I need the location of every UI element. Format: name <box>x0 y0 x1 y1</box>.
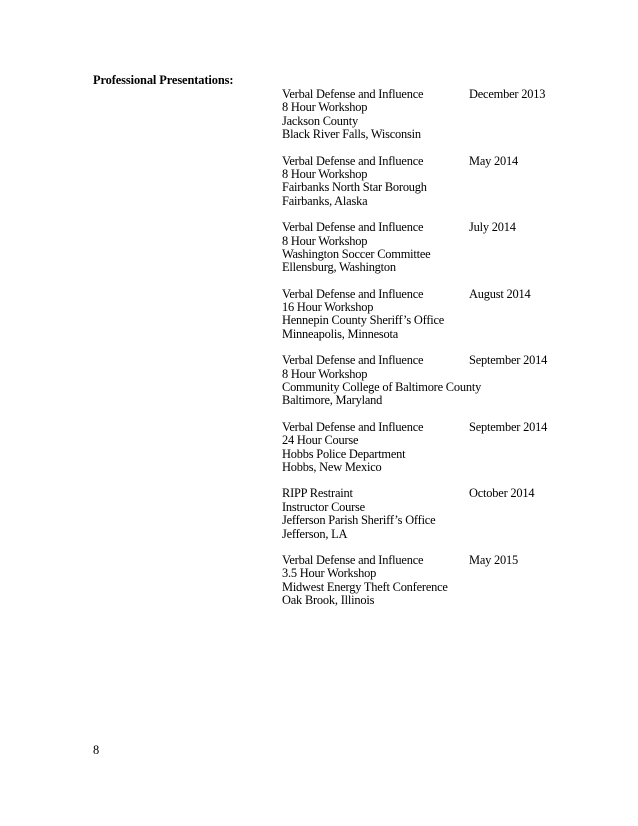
presentation-organization: Fairbanks North Star Borough <box>282 180 427 195</box>
presentation-format: 16 Hour Workshop <box>282 300 374 315</box>
presentation-organization: Hennepin County Sheriff’s Office <box>282 313 445 328</box>
presentation-format: 8 Hour Workshop <box>282 366 368 381</box>
presentation-date: August 2014 <box>469 286 531 301</box>
presentation-date: October 2014 <box>469 486 535 501</box>
presentation-location: Black River Falls, Wisconsin <box>282 127 421 142</box>
presentation-format: 24 Hour Course <box>282 433 359 448</box>
presentation-organization: Community College of Baltimore County <box>282 380 482 395</box>
presentation-title: Verbal Defense and Influence <box>282 286 424 301</box>
presentation-organization: Jefferson Parish Sheriff’s Office <box>282 513 436 528</box>
presentation-location: Jefferson, LA <box>282 526 348 541</box>
presentation-organization: Washington Soccer Committee <box>282 246 431 261</box>
presentation-entry <box>282 155 612 209</box>
presentation-entry <box>282 554 612 608</box>
presentation-location: Fairbanks, Alaska <box>282 193 368 208</box>
presentation-organization: Midwest Energy Theft Conference <box>282 579 448 594</box>
presentation-title: Verbal Defense and Influence <box>282 552 424 567</box>
presentation-entry <box>282 288 612 342</box>
presentation-entry <box>282 487 612 541</box>
presentation-entry <box>282 88 612 142</box>
presentation-title: RIPP Restraint <box>282 486 353 501</box>
presentation-organization: Jackson County <box>282 113 359 128</box>
presentation-format: 8 Hour Workshop <box>282 233 368 248</box>
presentation-date: September 2014 <box>469 353 548 368</box>
presentation-title: Verbal Defense and Influence <box>282 87 424 101</box>
presentation-date: May 2015 <box>469 552 518 567</box>
presentation-date: July 2014 <box>469 220 516 235</box>
presentation-format: 3.5 Hour Workshop <box>282 566 377 581</box>
presentation-location: Minneapolis, Minnesota <box>282 326 399 341</box>
presentation-date: May 2014 <box>469 153 518 168</box>
page-number: 8 <box>93 743 100 757</box>
presentation-title: Verbal Defense and Influence <box>282 220 424 235</box>
presentation-entry <box>282 221 612 275</box>
presentation-location: Hobbs, New Mexico <box>282 459 382 474</box>
presentation-date: December 2013 <box>469 87 546 101</box>
presentation-location: Ellensburg, Washington <box>282 260 396 275</box>
presentation-list <box>282 88 612 621</box>
presentation-format: 8 Hour Workshop <box>282 100 368 115</box>
presentation-title: Verbal Defense and Influence <box>282 419 424 434</box>
presentation-location: Oak Brook, Illinois <box>282 593 375 608</box>
presentation-title: Verbal Defense and Influence <box>282 153 424 168</box>
presentation-format: 8 Hour Workshop <box>282 166 368 181</box>
presentation-title: Verbal Defense and Influence <box>282 353 424 368</box>
presentation-location: Baltimore, Maryland <box>282 393 383 408</box>
presentation-entry <box>282 421 612 475</box>
presentation-format: Instructor Course <box>282 499 365 514</box>
presentation-entry <box>282 354 612 408</box>
presentation-date: September 2014 <box>469 419 548 434</box>
section-heading: Professional Presentations: <box>93 73 234 87</box>
presentation-organization: Hobbs Police Department <box>282 446 406 461</box>
